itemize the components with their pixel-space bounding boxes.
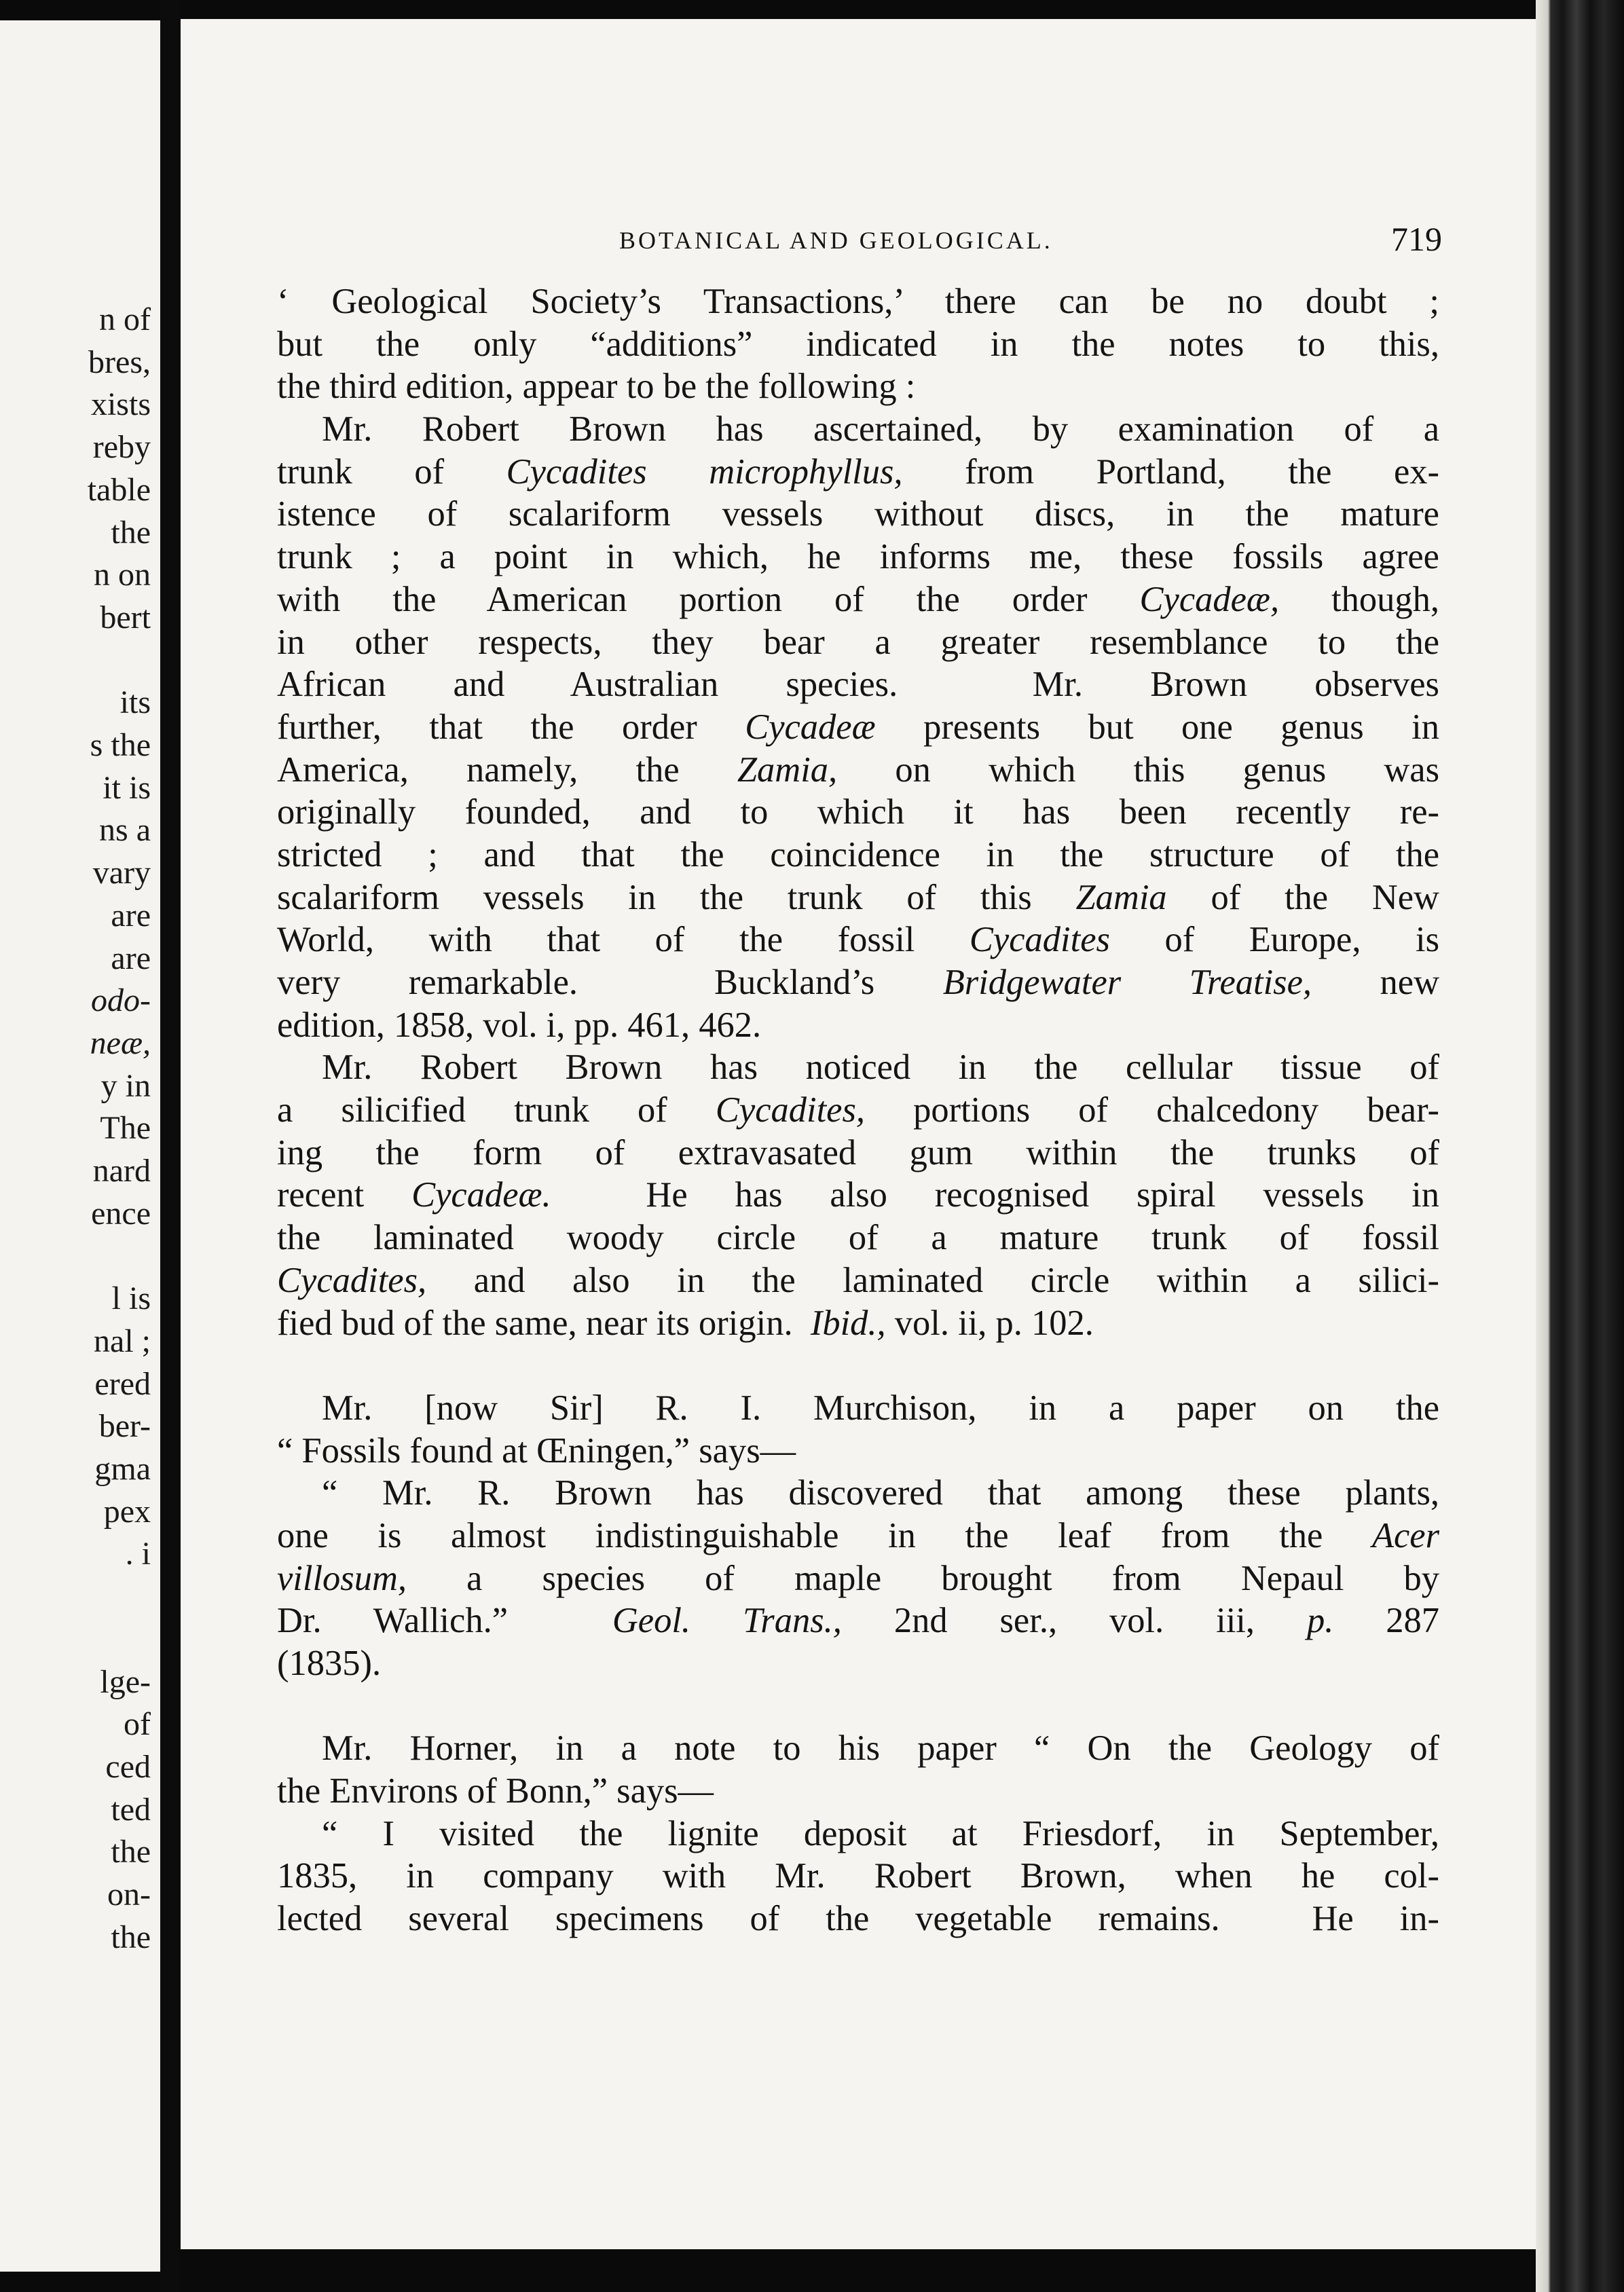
left-page-fragment: the bbox=[111, 1919, 151, 1955]
left-page-fragment bbox=[88, 640, 151, 682]
species-name: Acer bbox=[1371, 1515, 1439, 1555]
left-page-fragment: pex bbox=[103, 1493, 151, 1530]
left-page-fragment: nard bbox=[92, 1153, 151, 1189]
text-line: istence of scalariform vessels without discs, in the mature bbox=[277, 494, 1439, 534]
text-line: Cycadites, and also in the laminated circle within a silici- bbox=[277, 1260, 1439, 1300]
text-line: ‘ Geological Society’s Transactions,’ there can be no doubt ; bbox=[277, 282, 1439, 321]
left-page-fragment: nal ; bbox=[94, 1323, 151, 1359]
text-line: Mr. Robert Brown has ascertained, by examination of a bbox=[322, 409, 1439, 449]
left-page-fragment: bres, bbox=[88, 344, 151, 380]
text-line: “ Fossils found at Œningen,” says— bbox=[277, 1430, 796, 1471]
taxon-name: Cycadites, bbox=[715, 1090, 866, 1130]
text-line: Mr. [now Sir] R. I. Murchison, in a paper on the bbox=[322, 1388, 1439, 1428]
text-line: lected several specimens of the vegetable remains. He in- bbox=[277, 1899, 1439, 1939]
text-line: the laminated woody circle of a mature trunk of fossil bbox=[277, 1218, 1439, 1258]
book-fore-edge bbox=[1536, 0, 1624, 2292]
text-line: originally founded, and to which it has been recently re- bbox=[277, 792, 1439, 832]
text-line: stricted ; and that the coincidence in the structure of the bbox=[277, 834, 1439, 874]
text-line: trunk ; a point in which, he informs me, these fossils agree bbox=[277, 537, 1439, 577]
citation-ibid: Ibid., bbox=[810, 1303, 886, 1343]
left-page-fragment: the bbox=[111, 514, 151, 551]
left-page-fragment: bert bbox=[100, 599, 151, 635]
text-line: “ Mr. R. Brown has discovered that among these plants, bbox=[322, 1473, 1439, 1513]
text-line: a silicified trunk of Cycadites, portions of chalcedony bear- bbox=[277, 1090, 1439, 1130]
text-line: World, with that of the fossil Cycadites of Europe, is bbox=[277, 920, 1439, 960]
left-page-fragment: The bbox=[100, 1110, 151, 1147]
taxon-name: Zamia, bbox=[737, 750, 838, 790]
left-page-fragment: neæ, bbox=[90, 1024, 151, 1061]
left-page-fragment: xists bbox=[90, 386, 151, 423]
page-719 bbox=[181, 19, 1536, 2249]
left-page-fragment: reby bbox=[92, 429, 151, 466]
text-line: Mr. Robert Brown has noticed in the cellular tissue of bbox=[322, 1048, 1439, 1088]
taxon-name: Cycadeæ, bbox=[1139, 579, 1280, 619]
left-page-fragment: odo- bbox=[91, 982, 151, 1019]
left-page-fragment: l is bbox=[111, 1280, 151, 1317]
text-line: very remarkable. Buckland’s Bridgewater Treatise, new bbox=[277, 963, 1439, 1002]
left-page-fragment: it is bbox=[103, 769, 151, 806]
page-abbrev: p. bbox=[1306, 1601, 1334, 1641]
text-line: 1835, in company with Mr. Robert Brown, when he col- bbox=[277, 1856, 1439, 1896]
left-page-fragment: ted bbox=[111, 1791, 151, 1828]
left-page-fragment: table bbox=[87, 471, 151, 508]
text-line: trunk of Cycadites microphyllus, from Portland, the ex- bbox=[277, 451, 1439, 492]
book-gutter bbox=[160, 0, 181, 2292]
text-line: fied bud of the same, near its origin. Ibid., vol. ii, p. 102. bbox=[277, 1303, 1094, 1343]
text-line: scalariform vessels in the trunk of this Zamia of the New bbox=[277, 877, 1439, 917]
taxon-name: Cycadites bbox=[969, 920, 1110, 960]
running-head bbox=[280, 212, 1442, 260]
left-page-fragment: . i bbox=[125, 1536, 151, 1572]
page-number: 719 bbox=[1391, 220, 1442, 258]
left-page-fragment: n on bbox=[94, 557, 151, 593]
text-line: the third edition, appear to be the following : bbox=[277, 367, 916, 407]
text-line: America, namely, the Zamia, on which this genus was bbox=[277, 750, 1439, 790]
text-line: one is almost indistinguishable in the leaf from the Acer bbox=[277, 1515, 1439, 1555]
running-title: BOTANICAL AND GEOLOGICAL. bbox=[619, 227, 1053, 254]
left-page-text-fragments bbox=[88, 299, 151, 1959]
left-page-fragment bbox=[88, 1576, 151, 1619]
left-page-fragment: the bbox=[111, 1834, 151, 1870]
taxon-name: Cycadeæ. bbox=[411, 1175, 551, 1215]
text-line: the Environs of Bonn,” says— bbox=[277, 1771, 714, 1811]
taxon-name: Cycadites, bbox=[277, 1260, 427, 1300]
left-page-fragment: vary bbox=[92, 855, 151, 891]
left-page-fragment: ered bbox=[94, 1365, 151, 1402]
text-line: (1835). bbox=[277, 1644, 382, 1683]
left-page-fragment: on- bbox=[107, 1877, 151, 1913]
paragraph-gap bbox=[277, 1685, 1439, 1728]
left-page-fragment: s the bbox=[90, 727, 151, 764]
left-page-fragment: ence bbox=[91, 1195, 151, 1232]
taxon-name: Cycadeæ bbox=[745, 707, 876, 747]
left-page-fragment: of bbox=[124, 1706, 151, 1743]
species-name: villosum, bbox=[277, 1558, 407, 1598]
left-page-fragment: ced bbox=[105, 1748, 151, 1785]
text-line: Dr. Wallich.” Geol. Trans., 2nd ser., vol. iii, p. 287 bbox=[277, 1601, 1439, 1641]
left-page-fragment bbox=[88, 1619, 151, 1661]
text-line: but the only “additions” indicated in the notes to this, bbox=[277, 324, 1439, 364]
text-line: villosum, a species of maple brought from Nepaul by bbox=[277, 1558, 1439, 1598]
left-page-fragment: are bbox=[111, 940, 151, 976]
text-line: edition, 1858, vol. i, pp. 461, 462. bbox=[277, 1005, 762, 1045]
text-line: “ I visited the lignite deposit at Friesdorf, in September, bbox=[322, 1813, 1439, 1853]
text-line: in other respects, they bear a greater resemblance to the bbox=[277, 622, 1439, 662]
book-title: Bridgewater Treatise, bbox=[942, 963, 1312, 1002]
left-page-fragment: n of bbox=[99, 301, 151, 337]
left-page-fragment: its bbox=[119, 684, 151, 721]
left-page-fragment bbox=[88, 1235, 151, 1278]
left-facing-page bbox=[0, 20, 160, 2272]
paragraph-gap bbox=[277, 1344, 1439, 1387]
text-line: Mr. Horner, in a note to his paper “ On the Geology of bbox=[322, 1729, 1439, 1769]
left-page-fragment: y in bbox=[100, 1067, 151, 1104]
text-line: with the American portion of the order Cycadeæ, though, bbox=[277, 579, 1439, 619]
text-line: ing the form of extravasated gum within the trunks of bbox=[277, 1132, 1439, 1172]
species-name: Cycadites microphyllus, bbox=[506, 451, 903, 492]
body-text bbox=[277, 280, 1439, 1940]
left-page-fragment: are bbox=[111, 897, 151, 934]
journal-title: Geol. Trans., bbox=[612, 1601, 842, 1641]
left-page-fragment: gma bbox=[94, 1450, 151, 1487]
taxon-name: Zamia bbox=[1075, 877, 1167, 917]
left-page-fragment: ber- bbox=[98, 1408, 151, 1445]
left-page-fragment: ns a bbox=[99, 812, 151, 849]
text-line: recent Cycadeæ. He has also recognised spiral vessels in bbox=[277, 1175, 1439, 1215]
text-line: further, that the order Cycadeæ presents but one genus in bbox=[277, 707, 1439, 747]
left-page-fragment: lge- bbox=[100, 1663, 151, 1700]
text-line: African and Australian species. Mr. Brown observes bbox=[277, 665, 1439, 705]
